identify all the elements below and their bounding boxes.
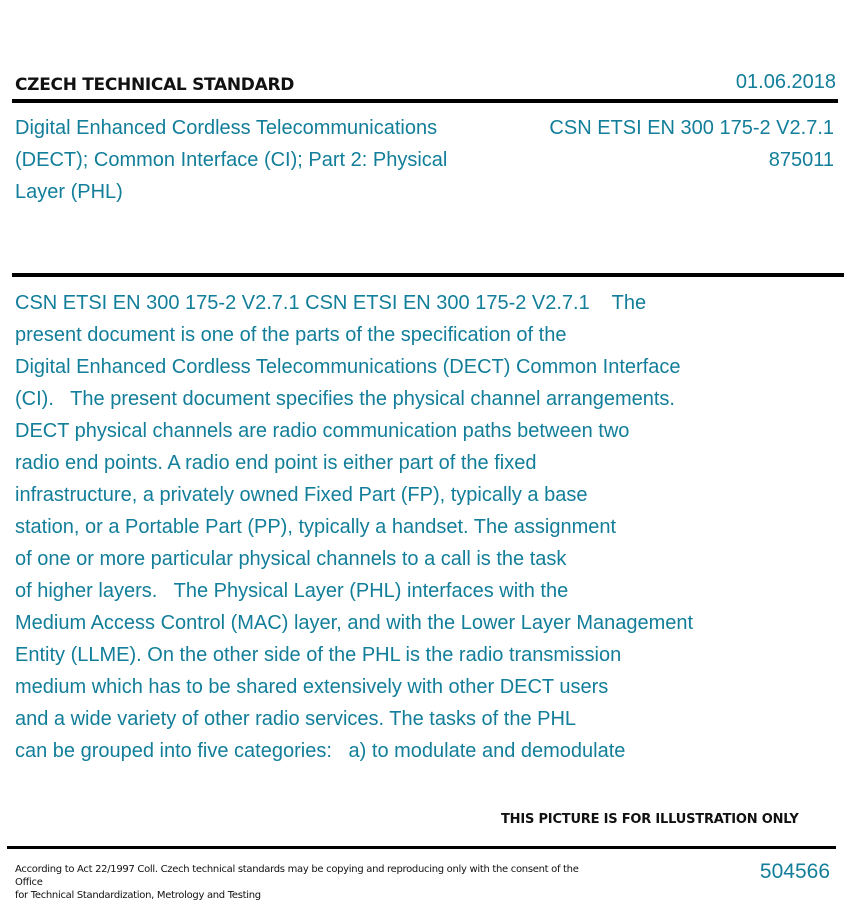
standard-heading: CZECH TECHNICAL STANDARD bbox=[15, 75, 295, 95]
illustration-notice: THIS PICTURE IS FOR ILLUSTRATION ONLY bbox=[501, 812, 799, 827]
legal-line: for Technical Standardization, Metrology and Testing bbox=[15, 890, 261, 901]
footer-divider bbox=[7, 846, 836, 849]
document-code: 504566 bbox=[759, 860, 830, 883]
legal-line: According to Act 22/1997 Coll. Czech technical standards may be copying and reproducing only with the consent of the Office bbox=[15, 864, 579, 888]
abstract-line: present document is one of the parts of the specification of the bbox=[15, 324, 567, 346]
abstract-line: can be grouped into five categories: a) to modulate and demodulate bbox=[15, 740, 626, 762]
standard-number: CSN ETSI EN 300 175-2 V2.7.1 bbox=[549, 117, 834, 139]
abstract-line: infrastructure, a privately owned Fixed Part (FP), typically a base bbox=[15, 484, 588, 506]
abstract-line: station, or a Portable Part (PP), typically a handset. The assignment bbox=[15, 516, 617, 538]
abstract-line: of one or more particular physical channels to a call is the task bbox=[15, 548, 567, 570]
abstract-line: CSN ETSI EN 300 175-2 V2.7.1 CSN ETSI EN 300 175-2 V2.7.1 The bbox=[15, 292, 647, 314]
legal-notice bbox=[15, 863, 585, 902]
abstract-line: Medium Access Control (MAC) layer, and with the Lower Layer Management bbox=[15, 612, 694, 634]
abstract-line: medium which has to be shared extensively with other DECT users bbox=[15, 676, 609, 698]
header-divider bbox=[12, 99, 838, 103]
abstract-line: of higher layers. The Physical Layer (PHL) interfaces with the bbox=[15, 580, 569, 602]
abstract-line: (CI). The present document specifies the physical channel arrangements. bbox=[15, 388, 675, 410]
section-divider bbox=[12, 273, 844, 277]
abstract-text bbox=[15, 287, 795, 767]
document-title: Digital Enhanced Cordless Telecommunications (DECT); Common Interface (CI); Part 2: Physical Layer (PHL) bbox=[15, 117, 448, 203]
abstract-line: DECT physical channels are radio communication paths between two bbox=[15, 420, 630, 442]
abstract-line: Digital Enhanced Cordless Telecommunications (DECT) Common Interface bbox=[15, 356, 681, 378]
publication-date: 01.06.2018 bbox=[735, 71, 836, 93]
abstract-line: radio end points. A radio end point is either part of the fixed bbox=[15, 452, 537, 474]
document-number bbox=[549, 112, 834, 176]
abstract-line: and a wide variety of other radio services. The tasks of the PHL bbox=[15, 708, 577, 730]
catalog-number: 875011 bbox=[768, 149, 834, 171]
abstract-line: Entity (LLME). On the other side of the PHL is the radio transmission bbox=[15, 644, 622, 666]
